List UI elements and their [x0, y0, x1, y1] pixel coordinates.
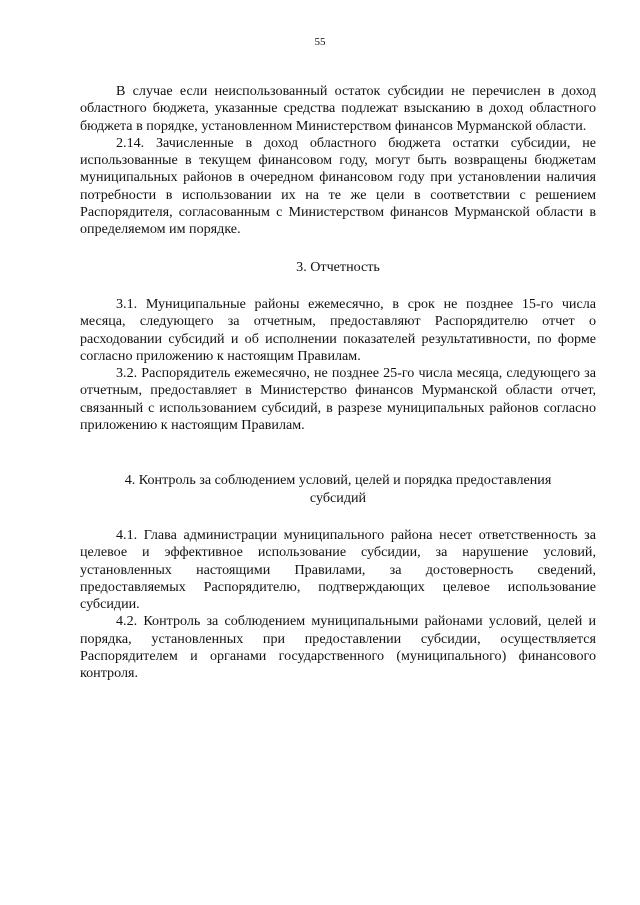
paragraph-4-1: 4.1. Глава администрации муниципального района несет ответственность за целевое и эффективное использование субсидии, за нарушение условий, установленных настоящими Правилами, за достоверность сведений, предоставляемых Распорядителю, подтверждающих целевое использование субсидии. — [80, 526, 596, 613]
paragraph-4-2: 4.2. Контроль за соблюдением муниципальными районами условий, целей и порядка, установленных при предоставлении субсидии, осуществляется Распорядителем и органами государственного (муниципального) финансового контроля. — [80, 613, 596, 682]
section-4-title-line-1: 4. Контроль за соблюдением условий, целей и порядка предоставления — [124, 472, 552, 489]
paragraph-3-1: 3.1. Муниципальные районы ежемесячно, в срок не позднее 15-го числа месяца, следующего за отчетным, предоставляют Распорядителю отчет о расходовании субсидий и об исполнении показателей результативности, по форме согласно приложению к настоящим Правилам. — [80, 295, 596, 364]
section-4-title — [80, 472, 596, 507]
section-3-title: 3. Отчетность — [296, 258, 380, 275]
section-4-title-line-2: субсидий — [309, 489, 367, 506]
page-number: 55 — [314, 36, 326, 48]
document-body — [80, 83, 596, 683]
paragraph-2-14: 2.14. Зачисленные в доход областного бюджета остатки субсидии, не использованные в текущем финансовом году, могут быть возвращены бюджетам муниципальных районов в очередном финансовом году при установлении наличия потребности в использовании их на те же цели в соответствии с решением Распорядителя, согласованным с Министерством финансов Мурманской области в определяемом им порядке. — [80, 134, 596, 238]
paragraph-unused-balance: В случае если неиспользованный остаток субсидии не перечислен в доход областного бюджета, указанные средства подлежат взысканию в доход областного бюджета в порядке, установленном Министерством финансов Мурманской области. — [80, 83, 596, 134]
paragraph-3-2: 3.2. Распорядитель ежемесячно, не позднее 25-го числа месяца, следующего за отчетным, предоставляет в Министерство финансов Мурманской области отчет, связанный с использованием субсидий, в разрезе муниципальных районов согласно приложению к настоящим Правилам. — [80, 365, 596, 434]
